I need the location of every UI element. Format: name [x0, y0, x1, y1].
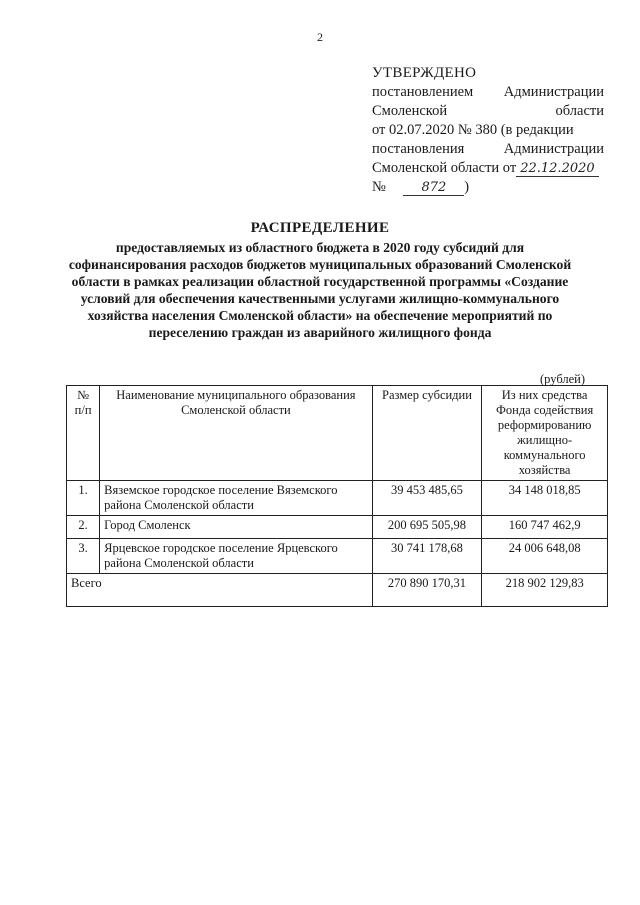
- table-row: [67, 539, 608, 574]
- approval-line-2-right: области: [555, 103, 604, 119]
- approval-line-3-text: от 02.07.2020 № 380 (в редакции: [372, 122, 574, 138]
- row-name: Город Смоленск: [100, 516, 373, 539]
- approval-line-5-prefix: Смоленской области от: [372, 160, 517, 176]
- approval-line-4: [372, 140, 604, 159]
- row-size: 30 741 178,68: [372, 539, 482, 574]
- table-row: [67, 516, 608, 539]
- document-title: РАСПРЕДЕЛЕНИЕ: [250, 220, 390, 236]
- approval-line-5: [372, 159, 604, 178]
- row-name: Вяземское городское поселение Вяземского района Смоленской области: [100, 481, 373, 516]
- approval-line-4-left: постановления: [372, 141, 465, 157]
- row-num: 2.: [67, 516, 100, 539]
- approval-line-3: [372, 121, 604, 140]
- approval-line-4-right: Администрации: [503, 141, 604, 157]
- approval-line-1-left: постановлением: [372, 84, 474, 100]
- handwritten-date: 22.12.2020: [516, 162, 598, 177]
- approval-line-2-left: Смоленской: [372, 103, 448, 119]
- page-number: 2: [317, 30, 323, 44]
- row-size: 39 453 485,65: [372, 481, 482, 516]
- approval-line-2: [372, 102, 604, 121]
- document-subtitle: предоставляемых из областного бюджета в 2020 году субсидий для софинансирования расходов бюджетов муниципальных образований Смоленской области в рамках реализации областной государственной программы «Создание условий для обеспечения качественными услугами жилищно-коммунального хозяйства населения Смоленской области» на обеспечение мероприятий по переселению граждан из аварийного жилищного фонда: [68, 240, 572, 340]
- row-fund: 24 006 648,08: [482, 539, 608, 574]
- table-row: [67, 481, 608, 516]
- approval-line-6: [372, 178, 604, 197]
- header-fund: Из них средства Фонда содействия реформированию жилищно-коммунального хозяйства: [482, 386, 608, 481]
- distribution-table: [66, 385, 608, 607]
- approval-closing-paren: ): [464, 179, 470, 195]
- approval-line-1-right: Администрации: [503, 84, 604, 100]
- approval-line-1: [372, 83, 604, 102]
- total-fund: 218 902 129,83: [482, 574, 608, 607]
- table-total-row: [67, 574, 608, 607]
- header-size: Размер субсидии: [372, 386, 482, 481]
- header-name: Наименование муниципального образования Смоленской области: [100, 386, 373, 481]
- handwritten-number: 872: [403, 181, 464, 196]
- row-fund: 34 148 018,85: [482, 481, 608, 516]
- header-num: № п/п: [67, 386, 100, 481]
- total-label: Всего: [67, 574, 373, 607]
- approval-number-sign: №: [372, 179, 386, 195]
- row-fund: 160 747 462,9: [482, 516, 608, 539]
- units-label: (рублей): [540, 372, 586, 386]
- approval-heading: УТВЕРЖДЕНО: [372, 65, 477, 81]
- approval-block: [372, 64, 604, 197]
- row-name: Ярцевское городское поселение Ярцевского района Смоленской области: [100, 539, 373, 574]
- total-size: 270 890 170,31: [372, 574, 482, 607]
- row-size: 200 695 505,98: [372, 516, 482, 539]
- row-num: 3.: [67, 539, 100, 574]
- row-num: 1.: [67, 481, 100, 516]
- table-header-row: [67, 386, 608, 481]
